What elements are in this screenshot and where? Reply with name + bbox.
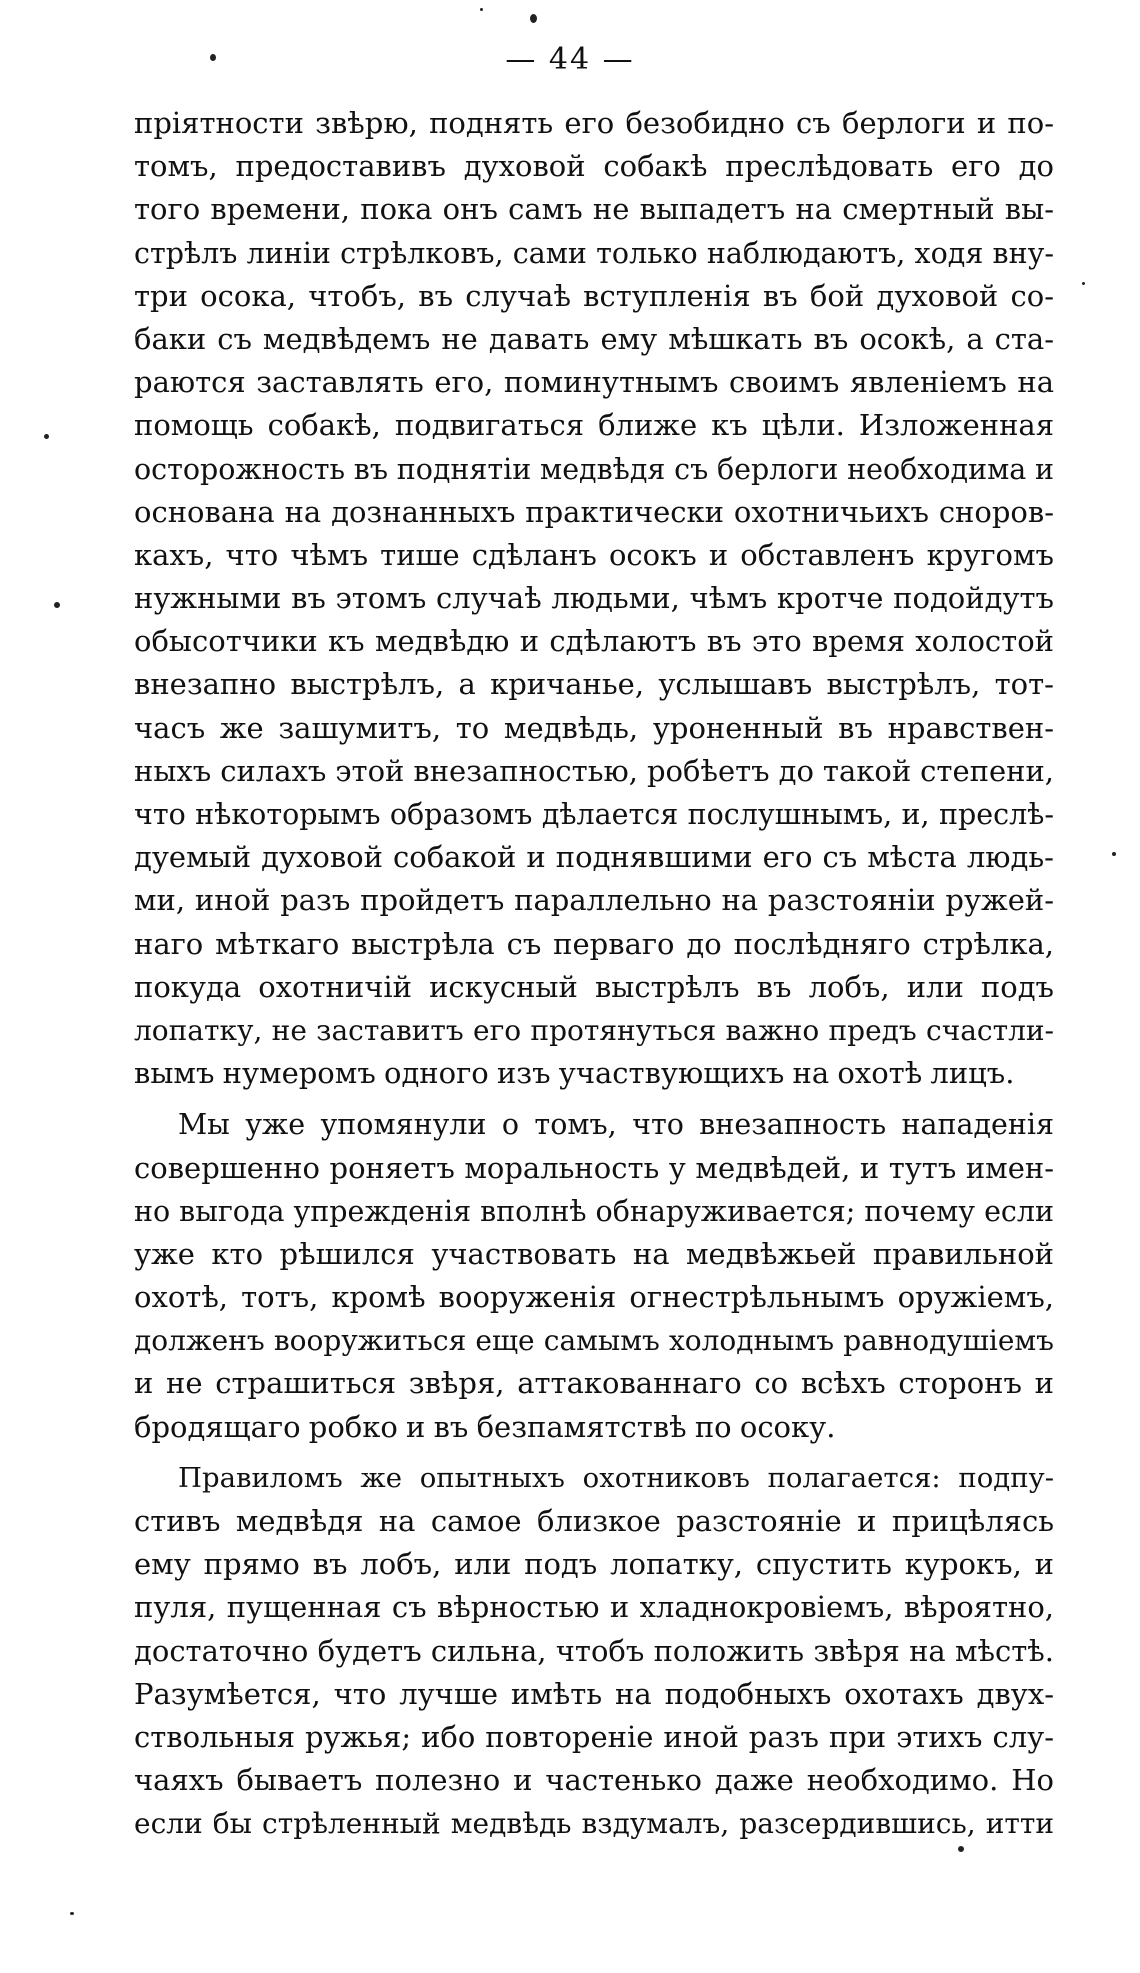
- text-line: раются заставлять его, поминутнымъ своимъ явленіемъ на: [134, 365, 1054, 400]
- text-line: внезапно выстрѣлъ, а кричанье, услышавъ выстрѣлъ, тот-: [134, 667, 1054, 702]
- paragraph-gap: [134, 1095, 1054, 1103]
- paragraph-gap: [134, 1449, 1054, 1457]
- text-line: уже кто рѣшился участвовать на медвѣжьей правильной: [134, 1236, 1054, 1271]
- scan-speck: [958, 1846, 964, 1852]
- text-line: баки съ медвѣдемъ не давать ему мѣшкать въ осокѣ, а ста-: [134, 321, 1054, 356]
- text-line: охотѣ, тотъ, кромѣ вооруженія огнестрѣльнымъ оружіемъ,: [134, 1280, 1054, 1315]
- paragraph-2: [134, 1103, 1054, 1449]
- text-line: наго мѣткаго выстрѣла съ перваго до послѣдняго стрѣлка,: [134, 926, 1054, 961]
- scan-speck: [44, 434, 49, 439]
- text-line: ствольныя ружья; ибо повтореніе иной разъ при этихъ слу-: [134, 1719, 1054, 1754]
- text-line: Правиломъ же опытныхъ охотниковъ полагается: подпу-: [178, 1461, 1054, 1494]
- body-text: [134, 102, 1054, 1846]
- text-line: достаточно будетъ сильна, чтобъ положить звѣря на мѣстѣ.: [134, 1633, 1054, 1668]
- scan-speck: [530, 14, 537, 23]
- text-line: дуемый духовой собакой и поднявшими его съ мѣста людь-: [134, 840, 1054, 875]
- text-line: того времени, пока онъ самъ не выпадетъ на смертный вы-: [134, 192, 1054, 227]
- text-line: чаяхъ бываетъ полезно и частенько даже необходимо. Но: [134, 1763, 1054, 1798]
- text-line: вымъ нумеромъ одного изъ участвующихъ на охотѣ лицъ.: [134, 1056, 1015, 1091]
- scan-speck: [54, 602, 60, 608]
- text-line: обысотчики къ медвѣдю и сдѣлаютъ въ это время холостой: [134, 624, 1054, 659]
- text-line: Разумѣется, что лучше имѣть на подобныхъ охотахъ двух-: [134, 1676, 1054, 1711]
- scan-speck: [70, 1912, 74, 1915]
- text-line: ему прямо въ лобъ, или подъ лопатку, спустить курокъ, и: [134, 1547, 1054, 1582]
- text-line: если бы стрѣленный медвѣдь вздумалъ, разсердившись, итти: [134, 1807, 1054, 1841]
- scan-speck: [1112, 852, 1116, 856]
- text-line: ныхъ силахъ этой внезапностью, робѣетъ до такой степени,: [134, 753, 1054, 788]
- page-number: — 44 —: [505, 42, 635, 77]
- scan-speck: [480, 8, 483, 11]
- text-line: Мы уже упомянули о томъ, что внезапность нападенія: [178, 1108, 1054, 1142]
- text-line: томъ, предоставивъ духовой собакѣ преслѣдовать его до: [134, 149, 1054, 184]
- text-line: помощь собакѣ, подвигаться ближе къ цѣли. Изложенная: [134, 408, 1054, 443]
- text-line: осторожность въ поднятіи медвѣдя съ берлоги необходима и: [134, 452, 1054, 486]
- text-line: лопатку, не заставитъ его протянуться важно предъ счастли-: [134, 1013, 1054, 1047]
- paragraph-3: [134, 1457, 1054, 1846]
- text-line: часъ же зашумитъ, то медвѣдь, уроненный въ нравствен-: [134, 710, 1054, 745]
- text-line: но выгода упрежденія вполнѣ обнаруживается; почему если: [134, 1194, 1054, 1228]
- paragraph-1: [134, 102, 1054, 1095]
- text-line: покуда охотничій искусный выстрѣлъ въ лобъ, или подъ: [134, 969, 1054, 1004]
- text-line: что нѣкоторымъ образомъ дѣлается послушнымъ, и, преслѣ-: [134, 798, 1054, 831]
- text-line: нужными въ этомъ случаѣ людьми, чѣмъ кротче подойдутъ: [134, 581, 1054, 616]
- text-line: кахъ, что чѣмъ тише сдѣланъ осокъ и обставленъ кругомъ: [134, 537, 1054, 572]
- text-line: основана на дознанныхъ практически охотничьихъ сноров-: [134, 494, 1054, 529]
- scan-speck: [210, 54, 216, 61]
- text-line: совершенно роняетъ моральность у медвѣдей, и тутъ имен-: [134, 1150, 1054, 1185]
- text-line: три осока, чтобъ, въ случаѣ вступленія въ бой духовой со-: [134, 278, 1054, 313]
- text-line: ми, иной разъ пройдетъ параллельно на разстояніи ружей-: [134, 883, 1054, 918]
- scan-speck: [1082, 282, 1085, 285]
- text-line: стивъ медвѣдя на самое близкое разстояніе и прицѣлясь: [134, 1504, 1054, 1538]
- text-line: долженъ вооружиться еще самымъ холоднымъ равнодушіемъ: [134, 1324, 1054, 1358]
- text-line: бродящаго робко и въ безпамятствѣ по осоку.: [134, 1409, 836, 1444]
- text-line: и не страшиться звѣря, аттакованнаго со всѣхъ сторонъ и: [134, 1366, 1054, 1401]
- text-line: стрѣлъ линіи стрѣлковъ, сами только наблюдаютъ, ходя вну-: [134, 236, 1054, 270]
- text-line: пріятности звѣрю, поднять его безобидно съ берлоги и по-: [134, 106, 1054, 140]
- text-line: пуля, пущенная съ вѣрностью и хладнокровіемъ, вѣроятно,: [134, 1590, 1054, 1625]
